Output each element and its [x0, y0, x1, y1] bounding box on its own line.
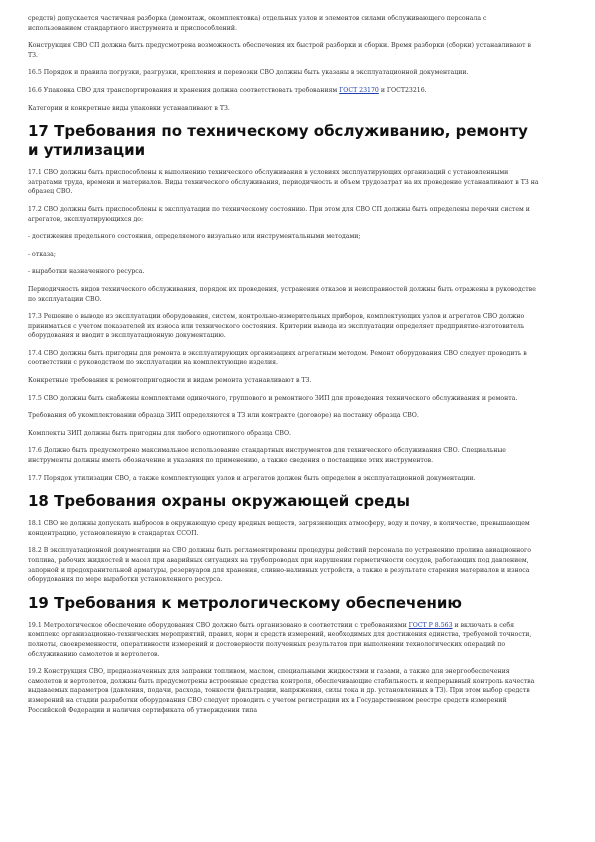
- paragraph: 17.7 Порядок утилизации СВО, а также комплектующих узлов и агрегатов должен быть определен в эксплуатационной документации.: [28, 474, 476, 482]
- paragraph: 17.4 СВО должны быть пригодны для ремонта в эксплуатирующих организациях агрегатным методом. Ремонт оборудования СВО следует проводить в соответствии с руководством по эксплуатации на комплектующие изделия.: [28, 349, 527, 367]
- paragraph: 17.5 СВО должны быть снабжены комплектами одиночного, группового и ремонтного ЗИП для проведения технического обслуживания и ремонта.: [28, 394, 518, 402]
- paragraph: - выработки назначенного ресурса.: [28, 268, 145, 276]
- paragraph-text: и включать в себя комплекс организационно-технических мероприятий, правил, норм и средств измерений, необходимых для достижения единства, требуемой точности, полноты, своевременности, оперативности измерений и достоверности полученных результатов при выполнении технологических операций по обслуживанию самолетов и вертолетов.: [28, 621, 532, 658]
- paragraph: 17.6 Должно быть предусмотрено максимальное использование стандартных инструментов для технического обслуживания СВО. Специальные инструменты должны иметь обозначение и указания по применению, а также сведения о поставщике этих инструментов.: [28, 447, 506, 465]
- paragraph: средств) допускается частичная разборка (демонтаж, окомплектовка) отдельных узлов и элементов силами обслуживающего персонала с использованием стандартного инструмента и приспособлений.: [28, 15, 487, 32]
- paragraph: 18.2 В эксплуатационной документации на СВО должны быть регламентированы процедуры действий персонала по устранению пролива авиационного топлива, рабочих жидкостей и масел при аварийных ситуациях на трубопроводах при нарушении герметичности сосудов, работающих под давлением, запорной и предохранительной арматуры, резервуаров для хранения, сливно-наливных устройств, а также в результате старения материалов и износа оборудования по мере выработки установленного ресурса.: [28, 547, 531, 584]
- paragraph: Требования об укомплектовании образца ЗИП определяются в ТЗ или контракте (договоре) на поставку образца СВО.: [28, 412, 419, 420]
- paragraph: - достижения предельного состояния, определяемого визуально или инструментальными методами;: [28, 233, 361, 241]
- section-heading: 19 Требования к метрологическому обеспечению: [28, 593, 462, 612]
- paragraph: Комплекты ЗИП должны быть пригодны для любого однотипного образца СВО.: [28, 429, 292, 437]
- paragraph: Конкретные требования к ремонтопригодности и видам ремонта устанавливают в ТЗ.: [28, 377, 312, 385]
- paragraph: 18.1 СВО не должны допускать выбросов в окружающую среду вредных веществ, загрязняющих атмосферу, воду и почву, в количестве, превышающем концентрацию, установленную в стандартах ССОП.: [28, 520, 530, 537]
- paragraph: 17.2 СВО должны быть приспособлены к эксплуатации по техническому состоянию. При этом для СВО СП должны быть определены перечни систем и агрегатов, эксплуатирующихся до:: [28, 205, 530, 223]
- paragraph: Категории и конкретные виды упаковки устанавливают в ТЗ.: [28, 104, 230, 112]
- paragraph: 16.5 Порядок и правила погрузки, разгрузки, крепления и перевозки СВО должны быть указаны в эксплуатационной документации.: [28, 69, 469, 77]
- paragraph-text: 19.1 Метрологическое обеспечение оборудования СВО должно быть организовано в соответствии с требованиями: [28, 621, 409, 629]
- paragraph: 17.3 Решение о выводе из эксплуатации оборудования, систем, контрольно-измерительных приборов, комплектующих узлов и агрегатов СВО должно приниматься с учетом показателей их износа или технического состояния. Критерии вывода из эксплуатации определяет предприятие-изготовитель оборудования и вводит в эксплуатационную документацию.: [28, 313, 525, 340]
- paragraph: Конструкция СВО СП должна быть предусмотрена возможность обеспечения их быстрой разборки и сборки. Время разборки (сборки) устанавливают в ТЗ.: [28, 42, 531, 59]
- paragraph: [28, 86, 539, 96]
- section-heading: 18 Требования охраны окружающей среды: [28, 492, 410, 511]
- paragraph: 17.1 СВО должны быть приспособлены к выполнению технического обслуживания в условиях эксплуатирующих организаций с установленными затратами труда, времени и материалов. Виды технического обслуживания, периодичность и объем трудозатрат на их проведение устанавливают в ТЗ на образец СВО.: [28, 169, 539, 196]
- paragraph-text: и ГОСТ23216.: [378, 86, 427, 94]
- paragraph: 19.2 Конструкция СВО, предназначенных для заправки топливом, маслом, специальными жидкостями и газами, а также для энергообеспечения самолетов и вертолетов, должны быть предусмотрены встроенные средства контроля, обеспечивающие стабильность и непрерывный контроль качества выдаваемых параметров (давления, подачи, расхода, тонкости фильтрации, напряжения, силы тока и др. установленных в ТЗ). При этом выбор средств измерений на стадии разработки оборудования СВО следует проводить с учетом регистрации их в Государственном реестре средств измерений Российской Федерации и наличия сертификата об утверждении типа: [28, 668, 535, 714]
- section-heading: 17 Требования по техническому обслуживанию, ремонту и утилизации: [28, 122, 528, 160]
- paragraph: [28, 621, 539, 659]
- paragraph: - отказа;: [28, 250, 56, 258]
- standard-link[interactable]: ГОСТ 23170: [339, 86, 379, 94]
- paragraph: Периодичность видов технического обслуживания, порядок их проведения, устранения отказов и неисправностей должны быть отражены в руководстве по эксплуатации СВО.: [28, 285, 536, 303]
- paragraph-text: 16.6 Упаковка СВО для транспортирования и хранения должна соответствовать требованиям: [28, 86, 340, 94]
- standard-link[interactable]: ГОСТ Р 8.563: [408, 621, 453, 629]
